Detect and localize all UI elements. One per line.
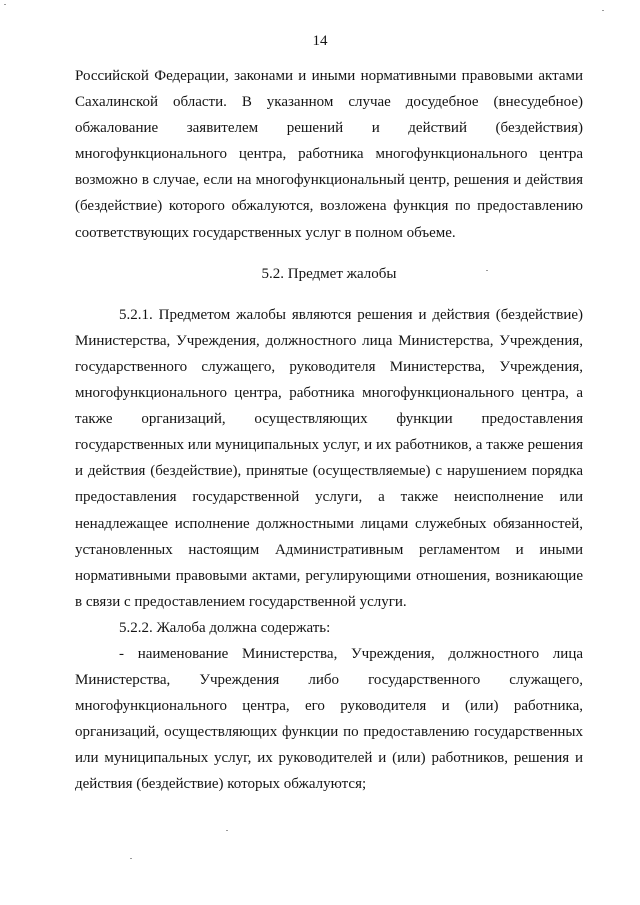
paragraph-list-item: - наименование Министерства, Учреждения, должностного лица Министерства, Учреждения либо государственного служащего, многофункционального центра, его руководителя и (или) работника, организаций, осуществляющих функции по предоставлению государственных или муниципальных услуг, их руководителей и (или) работников, решения и действия (бездействие) которых обжалуются; — [75, 645, 583, 793]
document-body — [75, 63, 583, 798]
scan-speck — [486, 270, 488, 271]
scan-speck — [4, 4, 6, 5]
scan-speck — [602, 10, 604, 11]
paragraph-continuation: Российской Федерации, законами и иными нормативными правовыми актами Сахалинской области. В указанном случае досудебное (внесудебное) обжалование заявителем решений и действий (бездействия) многофункционального центра, работника многофункционального центра возможно в случае, если на многофункциональный центр, решения и действия (бездействие) которого обжалуются, возложена функция по предоставлению соответствующих государственных услуг в полном объеме. — [75, 68, 583, 241]
section-heading: 5.2. Предмет жалобы — [261, 265, 397, 282]
page-number: 14 — [312, 33, 328, 49]
paragraph-5-2-2: 5.2.2. Жалоба должна содержать: — [119, 619, 331, 636]
scan-speck — [130, 858, 132, 859]
scan-speck — [226, 830, 228, 831]
paragraph-5-2-1: 5.2.1. Предметом жалобы являются решения и действия (бездействие) Министерства, Учреждения, должностного лица Министерства, Учреждения, государственного служащего, руководителя Министерства, Учреждения, многофункционального центра, работника многофункционального центра, а также организаций, осуществляющих функции предоставления государственных или муниципальных услуг, и их работников, а также решения и действия (бездействие), принятые (осуществляемые) с нарушением порядка предоставления государственной услуги, а также неисполнение или ненадлежащее исполнение должностными лицами служебных обязанностей, установленных настоящим Административным регламентом и иными нормативными правовыми актами, регулирующими отношения, возникающие в связи с предоставлением государственной услуги. — [75, 306, 583, 610]
